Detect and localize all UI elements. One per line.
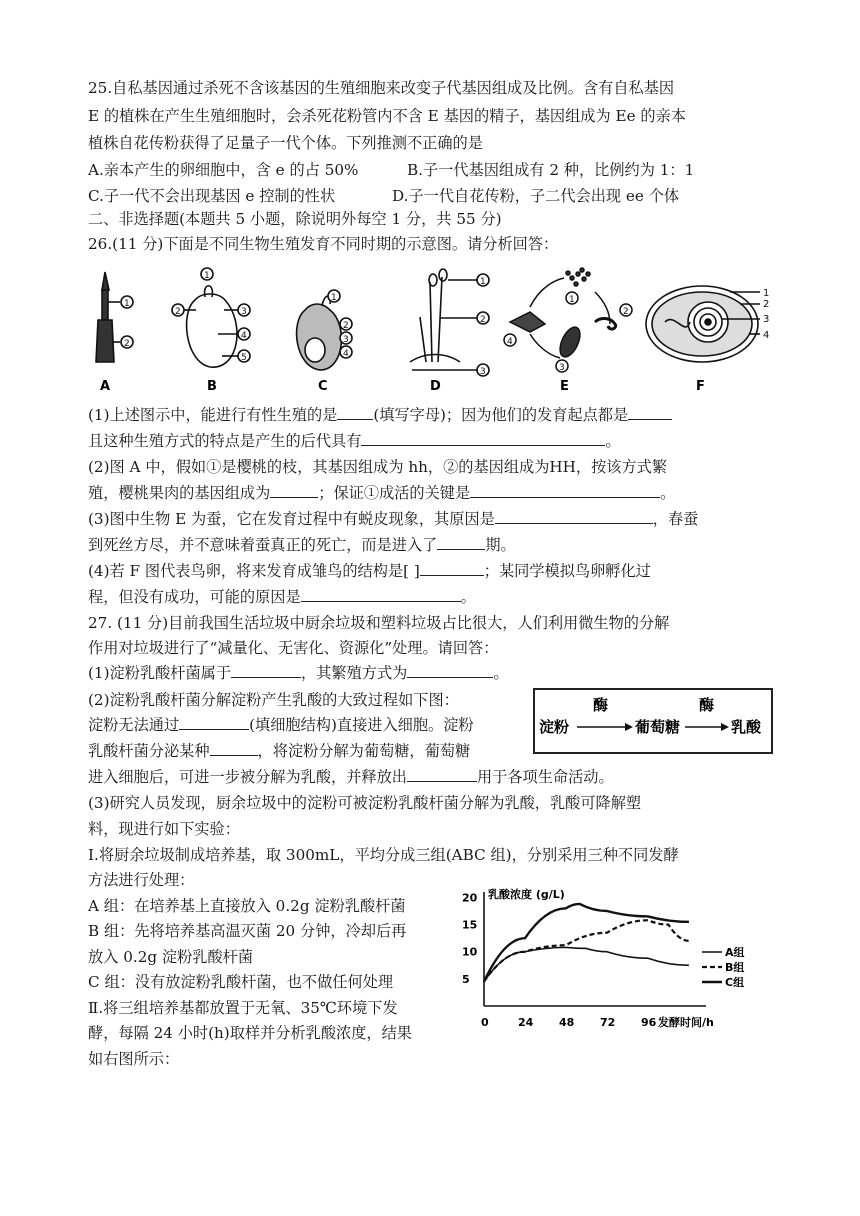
q27-group-c: C 组：没有放淀粉乳酸杆菌，也不做任何处理 — [88, 973, 394, 991]
figure-d-flower-plant — [410, 269, 489, 377]
q27-part-2-line-2 — [88, 713, 474, 737]
flow-arrowhead-1 — [625, 723, 633, 731]
q26-p4-text-d: 。 — [460, 588, 476, 606]
q26-p4-blank-2[interactable] — [301, 585, 461, 602]
svg-text:1: 1 — [569, 295, 575, 305]
figure-label-b: B — [207, 379, 217, 394]
q27-part-3-line-2: 料，现进行如下实验： — [88, 820, 240, 838]
q25-option-c: C.子一代不会出现基因 e 控制的性状 — [88, 187, 336, 205]
q27-p2-blank-3[interactable] — [407, 765, 477, 782]
chart-legend-label: A组 — [725, 946, 745, 959]
figure-e-silkworm-cycle — [504, 268, 632, 373]
q26-part-2-line-1: (2)图 A 中，假如①是樱桃的枝，其基因组成为 hh，②的基因组成为HH，按该方式繁 — [88, 458, 668, 476]
q26-figure-strip — [90, 262, 780, 397]
q27-group-a: A 组：在培养基上直接放入 0.2g 淀粉乳酸杆菌 — [88, 897, 406, 915]
enzyme-flow-diagram — [533, 688, 773, 754]
figure-a-grafting — [96, 272, 133, 362]
figure-label-a: A — [100, 379, 111, 394]
q26-p1-blank-3[interactable] — [361, 429, 605, 446]
q26-p1-text-c: 且这种生殖方式的特点是产生的后代具有 — [88, 432, 362, 450]
q26-p1-blank-1[interactable] — [337, 403, 373, 420]
q25-option-b: B.子一代基因组成有 2 种，比例约为 1：1 — [407, 161, 695, 179]
figure-f-bird-egg — [646, 286, 769, 362]
svg-text:2: 2 — [763, 299, 770, 310]
chart-y-tick-label: 15 — [462, 918, 478, 932]
q26-p3-blank-1[interactable] — [495, 507, 653, 524]
q27-p1-blank-2[interactable] — [407, 661, 493, 678]
q27-step-i-line-1: Ⅰ.将厨余垃圾制成培养基，取 300mL，平均分成三组(ABC 组)，分别采用三种不同发酵 — [88, 846, 679, 864]
svg-text:3: 3 — [241, 307, 247, 317]
q26-part-4-line-1 — [88, 559, 651, 583]
svg-text:2: 2 — [343, 321, 349, 331]
chart-y-label: 乳酸浓度 (g/L) — [488, 888, 565, 901]
q25-option-d: D.子一代自花传粉，子二代会出现 ee 个体 — [392, 187, 680, 205]
section-heading: 二、非选择题(本题共 5 小题，除说明外每空 1 分，共 55 分) — [88, 210, 502, 228]
flow-enzyme-2: 酶 — [699, 696, 715, 714]
svg-text:1: 1 — [204, 271, 210, 281]
q27-p2-text-f: 进入细胞后，可进一步被分解为乳酸，并释放出 — [88, 768, 407, 786]
chart-series-line-2 — [484, 920, 689, 981]
flow-diagram-svg — [535, 690, 771, 752]
q27-part-2-line-3 — [88, 739, 470, 763]
chart-y-tick-label: 5 — [462, 972, 470, 986]
svg-text:2: 2 — [623, 307, 629, 317]
q26-p4-text-a: (4)若 F 图代表鸟卵，将来发育成雏鸟的结构是[ ] — [88, 562, 420, 580]
svg-text:4: 4 — [763, 330, 770, 341]
q26-p3-text-d: 期。 — [485, 536, 516, 554]
q26-p4-blank-1[interactable] — [420, 559, 484, 576]
svg-text:3: 3 — [559, 363, 565, 373]
q27-group-b-line-2: 放入 0.2g 淀粉乳酸杆菌 — [88, 948, 254, 966]
q26-p1-text-a: (1)上述图示中，能进行有性生殖的是 — [88, 406, 338, 424]
q26-part-4-line-2 — [88, 585, 476, 609]
q26-p1-text-b: (填写字母)；因为他们的发育起点都是 — [373, 406, 629, 424]
q27-p2-text-d: 乳酸杆菌分泌某种 — [88, 742, 210, 760]
figure-c-seed — [297, 290, 352, 370]
q25-line-3: 植株自花传粉获得了足量子一代个体。下列推测不正确的是 — [88, 134, 483, 152]
q26-p1-blank-2[interactable] — [628, 403, 672, 420]
q27-p1-text-a: (1)淀粉乳酸杆菌属于 — [88, 664, 232, 682]
q27-step-ii-line-2: 酵，每隔 24 小时(h)取样并分析乳酸浓度，结果 — [88, 1024, 412, 1042]
svg-text:3: 3 — [763, 314, 770, 325]
chart-x-label: 发酵时间/h — [658, 1016, 714, 1029]
q26-p3-text-c: 到死丝方尽，并不意味着蚕真正的死亡，而是进入了 — [88, 536, 438, 554]
chart-series-line-3 — [484, 904, 689, 982]
q27-group-b-line-1: B 组：先将培养基高温灭菌 20 分钟，冷却后再 — [88, 922, 407, 940]
flow-glucose: 葡萄糖 — [635, 718, 681, 736]
svg-text:1: 1 — [763, 288, 770, 299]
q27-p2-blank-2[interactable] — [210, 739, 258, 756]
q25-line-1: 25.自私基因通过杀死不含该基因的生殖细胞来改变子代基因组成及比例。含有自私基因 — [88, 79, 675, 97]
flow-enzyme-1: 酶 — [593, 696, 609, 714]
flow-arrowhead-2 — [721, 723, 729, 731]
q26-p3-blank-2[interactable] — [437, 533, 485, 550]
figure-label-e: E — [560, 379, 569, 394]
q27-intro-line-2: 作用对垃圾进行了“减量化、无害化、资源化”处理。请回答： — [88, 639, 499, 657]
q26-part-3-line-2 — [88, 533, 516, 557]
q26-p2-text-b: 殖，樱桃果肉的基因组成为 — [88, 484, 271, 502]
q27-part-3-line-1: (3)研究人员发现，厨余垃圾中的淀粉可被淀粉乳酸杆菌分解为乳酸，乳酸可降解塑 — [88, 794, 642, 812]
q27-intro-line-1: 27. (11 分)目前我国生活垃圾中厨余垃圾和塑料垃圾占比很大，人们利用微生物的分解 — [88, 614, 670, 632]
q27-p2-text-c: (填细胞结构)直接进入细胞。淀粉 — [249, 716, 474, 734]
svg-text:1: 1 — [480, 277, 486, 287]
svg-text:3: 3 — [480, 367, 486, 377]
svg-text:4: 4 — [507, 337, 513, 347]
q27-p2-text-g: 用于各项生命活动。 — [476, 768, 614, 786]
q26-p1-text-d: 。 — [605, 432, 621, 450]
figure-label-c: C — [318, 379, 328, 394]
flow-starch: 淀粉 — [539, 718, 570, 736]
q26-part-1-line-2 — [88, 429, 621, 453]
figure-label-d: D — [430, 379, 441, 394]
svg-text:4: 4 — [343, 349, 349, 359]
q26-p2-text-d: 。 — [660, 484, 676, 502]
svg-text:2: 2 — [480, 315, 486, 325]
q27-p2-blank-1[interactable] — [179, 713, 249, 730]
svg-text:2: 2 — [124, 339, 130, 349]
q27-step-i-line-2: 方法进行处理： — [88, 871, 195, 889]
q26-part-3-line-1 — [88, 507, 698, 531]
q26-p4-text-c: 程，但没有成功，可能的原因是 — [88, 588, 301, 606]
q27-part-1 — [88, 661, 509, 685]
svg-text:2: 2 — [175, 307, 181, 317]
q27-p2-text-e: ，将淀粉分解为葡萄糖，葡萄糖 — [257, 742, 471, 760]
q27-p2-text-b: 淀粉无法通过 — [88, 716, 180, 734]
q27-part-2-line-1: (2)淀粉乳酸杆菌分解淀粉产生乳酸的大致过程如下图： — [88, 691, 459, 709]
chart-y-tick-label: 20 — [462, 891, 478, 905]
figure-b-seed — [172, 268, 250, 367]
q26-p3-text-b: ，春蚕 — [652, 510, 699, 528]
svg-text:4: 4 — [241, 331, 247, 341]
chart-legend-label: C组 — [725, 976, 745, 989]
q27-p1-blank-1[interactable] — [231, 661, 301, 678]
svg-text:3: 3 — [343, 335, 349, 345]
q26-p3-text-a: (3)图中生物 E 为蚕，它在发育过程中有蜕皮现象，其原因是 — [88, 510, 495, 528]
chart-x-tick-label: 0 — [481, 1016, 489, 1029]
lactic-acid-chart — [458, 884, 758, 1042]
q26-part-2-line-2 — [88, 481, 675, 505]
q26-part-1-line-1 — [88, 403, 672, 427]
chart-x-tick-label: 48 — [558, 1016, 575, 1029]
q26-p4-text-b: ；某同学模拟鸟卵孵化过 — [483, 562, 651, 580]
q27-part-2-line-4 — [88, 765, 614, 789]
q26-p2-blank-1[interactable] — [270, 481, 318, 498]
chart-y-tick-label: 10 — [462, 945, 478, 959]
q27-p1-text-b: ，其繁殖方式为 — [301, 664, 408, 682]
svg-text:1: 1 — [331, 293, 337, 303]
q25-option-a: A.亲本产生的卵细胞中，含 e 的占 50% — [88, 161, 359, 179]
svg-text:5: 5 — [241, 353, 247, 363]
q26-p2-blank-2[interactable] — [470, 481, 660, 498]
svg-text:1: 1 — [124, 299, 130, 309]
flow-lactic-acid: 乳酸 — [731, 718, 762, 736]
chart-x-tick-label: 96 — [640, 1016, 657, 1029]
q26-intro: 26.(11 分)下面是不同生物生殖发育不同时期的示意图。请分析回答： — [88, 235, 559, 253]
chart-x-tick-label: 72 — [599, 1016, 616, 1029]
figure-label-f: F — [696, 379, 705, 394]
q27-p1-text-c: 。 — [493, 664, 509, 682]
q27-step-ii-line-3: 如右图所示： — [88, 1050, 180, 1068]
q26-p2-text-c: ；保证①成活的关键是 — [318, 484, 471, 502]
chart-legend-label: B组 — [725, 961, 745, 974]
q27-step-ii-line-1: Ⅱ.将三组培养基都放置于无氧、35℃环境下发 — [88, 999, 398, 1017]
chart-x-tick-label: 24 — [517, 1016, 534, 1029]
q25-line-2: E 的植株在产生生殖细胞时，会杀死花粉管内不含 E 基因的精子，基因组成为 Ee 的亲本 — [88, 107, 686, 125]
